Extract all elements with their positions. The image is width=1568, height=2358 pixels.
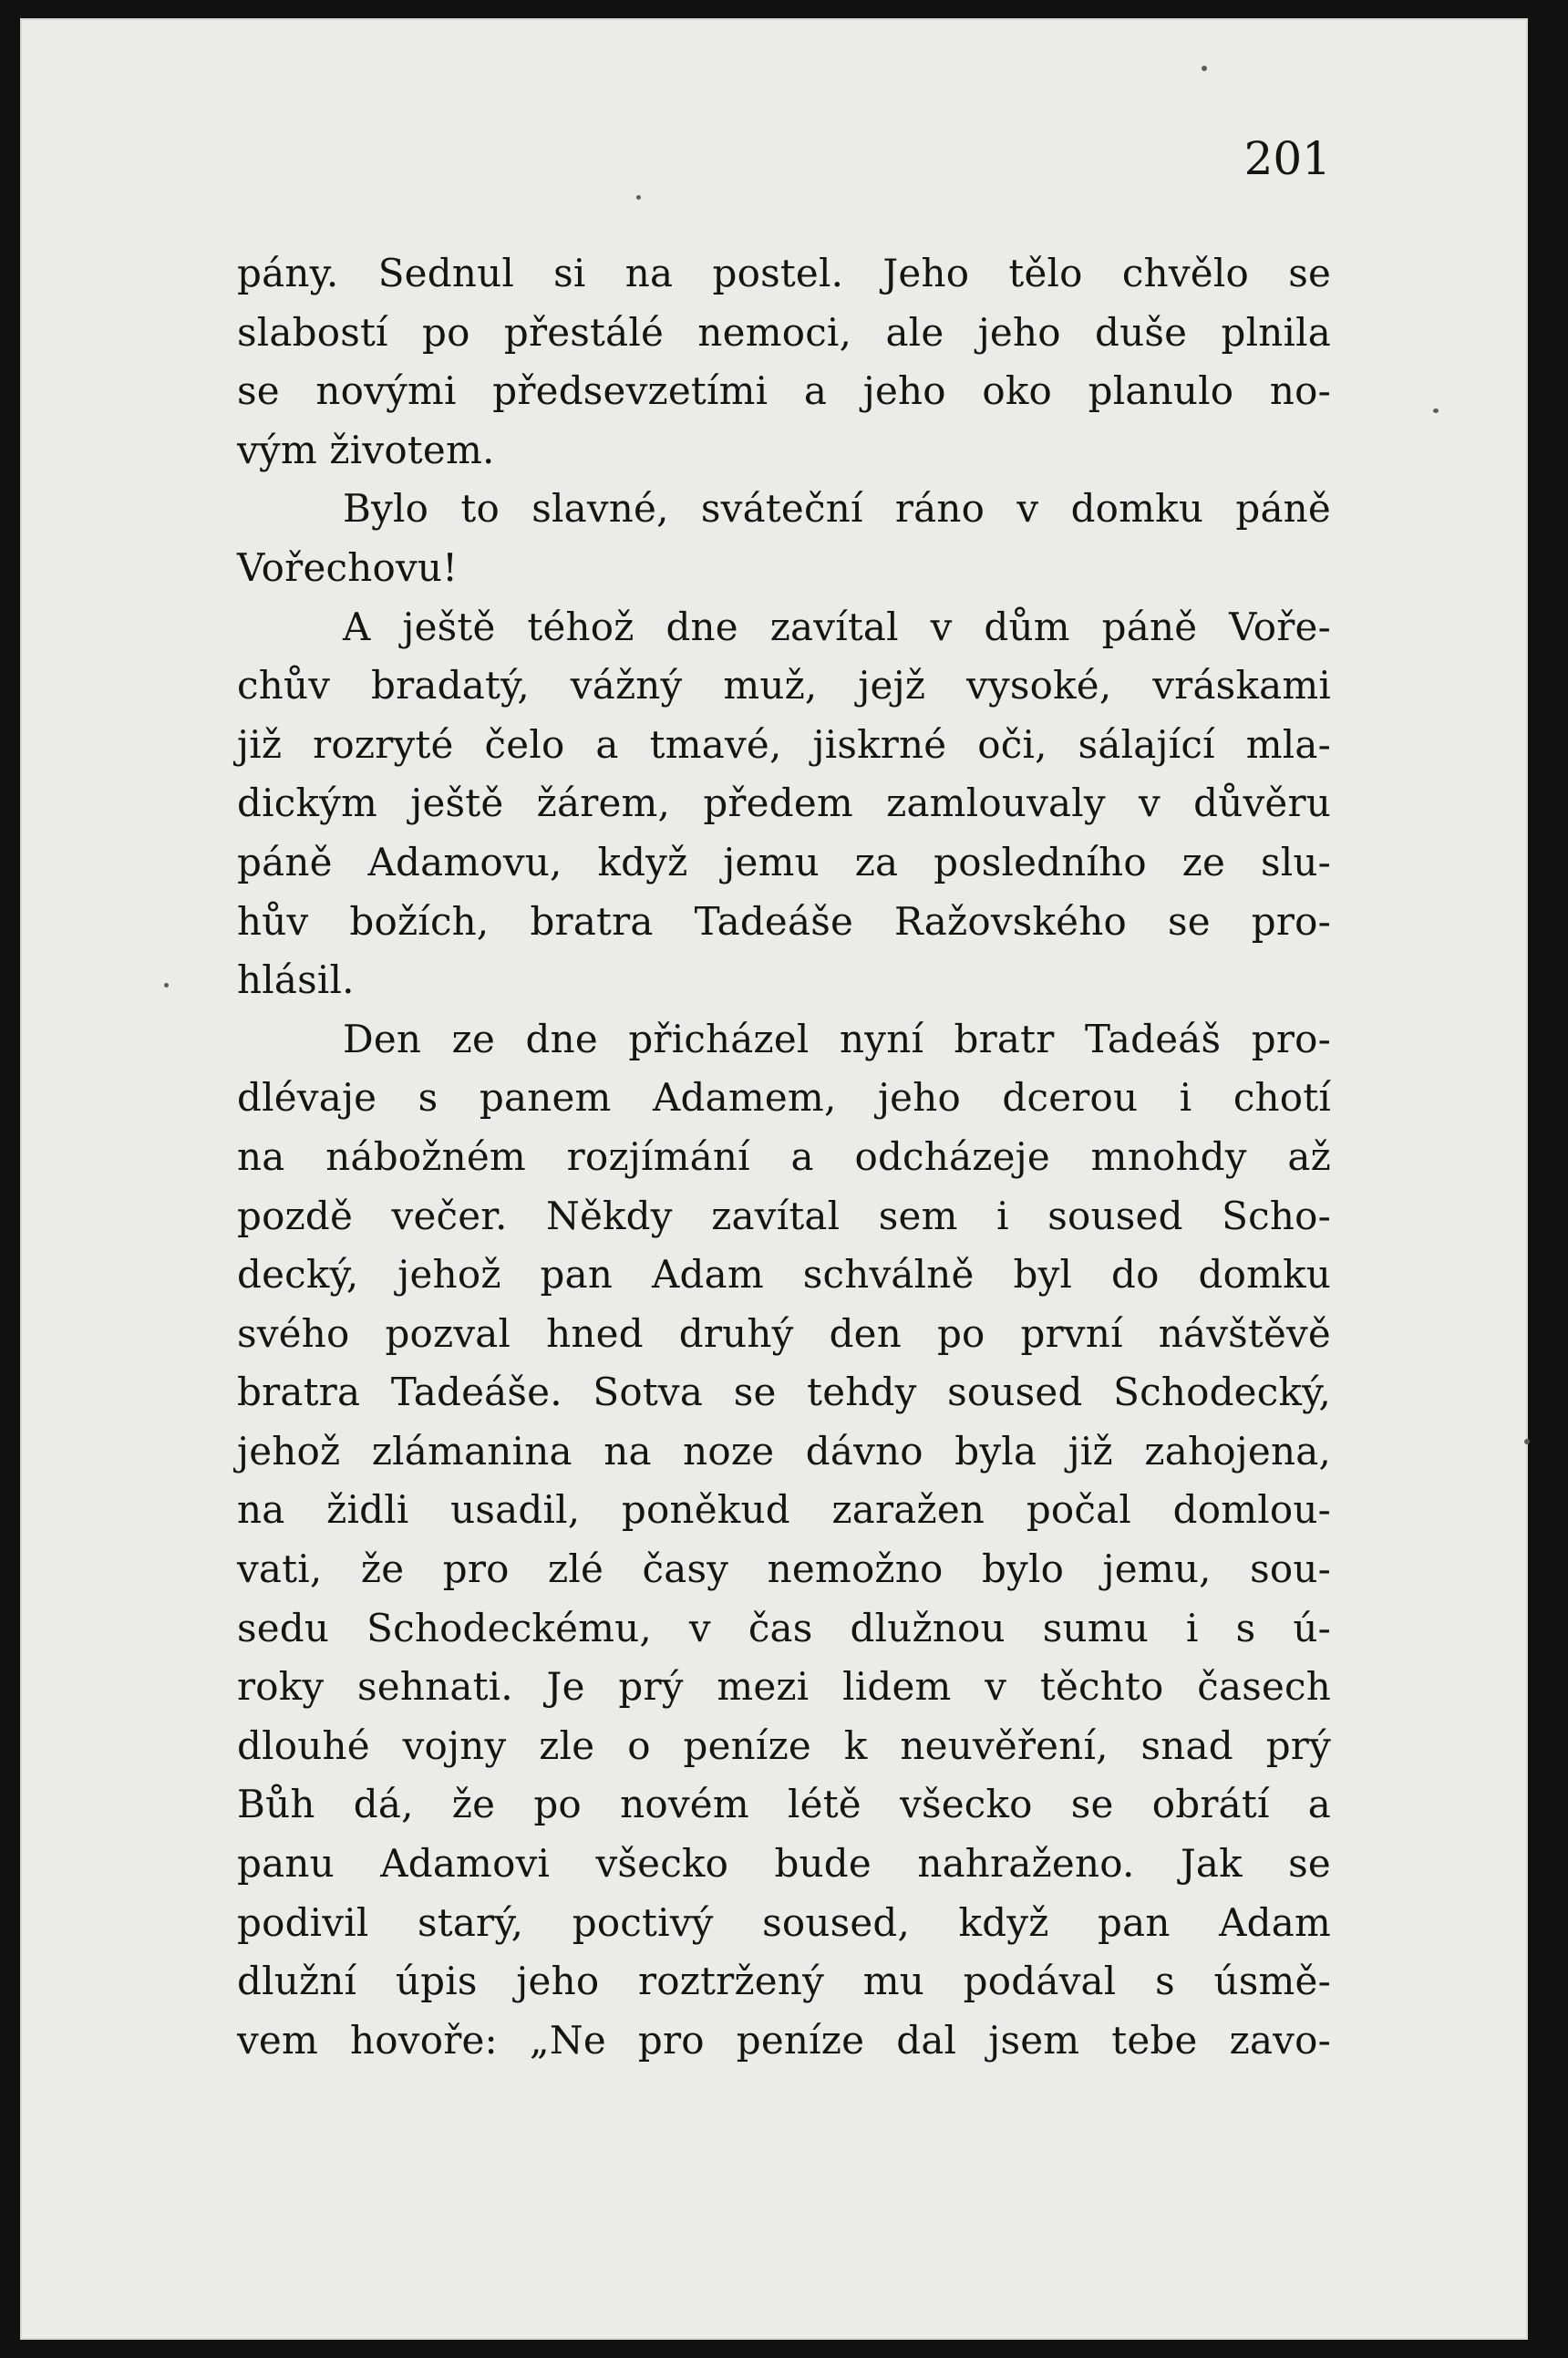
- text-line: pány. Sednul si na postel. Jeho tělo chvělo se: [237, 251, 1331, 295]
- text-line: sedu Schodeckému, v čas dlužnou sumu i s ú-: [237, 1605, 1331, 1650]
- text-line: dlévaje s panem Adamem, jeho dcerou i chotí: [237, 1075, 1331, 1121]
- text-line: Vořechovu!: [237, 544, 459, 590]
- text-line: Bylo to slavné, sváteční ráno v domku páně: [343, 486, 1331, 532]
- text-line: vým životem.: [237, 427, 495, 472]
- text-line: A ještě téhož dne zavítal v dům páně Voře-: [343, 604, 1331, 649]
- text-line: vati, že pro zlé časy nemožno bylo jemu, sou-: [237, 1546, 1331, 1592]
- text-line: na nábožném rozjímání a odcházeje mnohdy až: [237, 1133, 1331, 1179]
- page-number: 201: [1243, 132, 1331, 185]
- text-line: slabostí po přestálé nemoci, ale jeho duše plnila: [237, 309, 1331, 355]
- text-line: na židli usadil, poněkud zaražen počal domlou-: [237, 1487, 1331, 1533]
- text-line: decký, jehož pan Adam schválně byl do domku: [237, 1252, 1331, 1298]
- text-line: Den ze dne přicházel nyní bratr Tadeáš pro-: [343, 1016, 1331, 1061]
- text-line: chův bradatý, vážný muž, jejž vysoké, vráskami: [237, 663, 1331, 708]
- scan-speck: [636, 195, 641, 200]
- text-line: dickým ještě žárem, předem zamlouvaly v důvěru: [237, 781, 1331, 826]
- text-line: svého pozval hned druhý den po první návštěvě: [237, 1310, 1331, 1356]
- text-line: podivil starý, poctivý soused, když pan Adam: [237, 1899, 1331, 1945]
- text-line: páně Adamovu, když jemu za posledního ze slu-: [237, 839, 1331, 884]
- text-line: roky sehnati. Je prý mezi lidem v těchto časech: [237, 1664, 1331, 1710]
- text-line: jehož zlámanina na noze dávno byla již zahojena,: [237, 1428, 1331, 1474]
- text-line: již rozryté čelo a tmavé, jiskrné oči, sálající mla-: [237, 721, 1331, 767]
- text-line: hův božích, bratra Tadeáše Ražovského se pro-: [237, 898, 1331, 944]
- scan-speck: [1524, 1439, 1530, 1444]
- body-text: [237, 244, 1331, 2070]
- text-line: dlužní úpis jeho roztržený mu podával s úsmě-: [237, 1959, 1331, 2004]
- scan-speck: [1202, 66, 1207, 71]
- text-line: Bůh dá, že po novém létě všecko se obrátí a: [237, 1782, 1331, 1827]
- text-line: hlásil.: [237, 957, 355, 1003]
- scan-speck: [1433, 409, 1439, 413]
- text-line: dlouhé vojny zle o peníze k neuvěření, snad prý: [237, 1722, 1331, 1768]
- text-line: se novými předsevzetími a jeho oko planulo no-: [237, 368, 1331, 414]
- book-page: [20, 18, 1528, 2340]
- text-line: pozdě večer. Někdy zavítal sem i soused Scho-: [237, 1193, 1331, 1238]
- text-line: vem hovoře: „Ne pro peníze dal jsem tebe zavo-: [237, 2017, 1331, 2063]
- text-line: panu Adamovi všecko bude nahraženo. Jak se: [237, 1841, 1331, 1887]
- scan-speck: [164, 983, 169, 988]
- text-line: bratra Tadeáše. Sotva se tehdy soused Schodecký,: [237, 1370, 1331, 1415]
